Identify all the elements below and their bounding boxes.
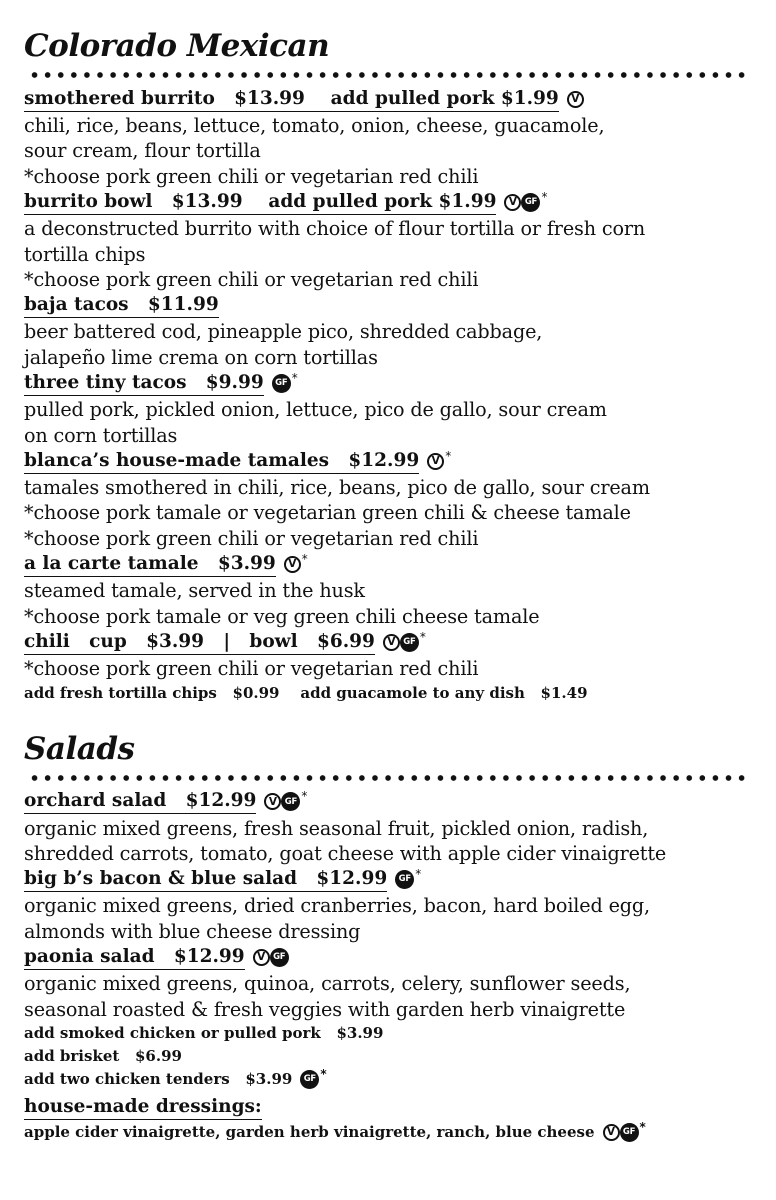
menu-item-heading-row bbox=[24, 448, 748, 475]
vegetarian-icon: V bbox=[253, 949, 270, 966]
menu-item-heading: big b’s bacon & blue salad $12.99 bbox=[24, 868, 387, 892]
mexican-items bbox=[24, 86, 748, 682]
gluten-free-icon: GF bbox=[281, 792, 300, 811]
asterisk-mark: * bbox=[415, 866, 422, 881]
diet-badges bbox=[300, 1068, 326, 1092]
diet-badges bbox=[504, 191, 547, 215]
diet-badges bbox=[383, 631, 426, 655]
menu-page bbox=[24, 26, 748, 1144]
addon-text: add brisket $6.99 bbox=[24, 1046, 182, 1065]
mexican-addons bbox=[24, 682, 748, 705]
menu-item-heading-row bbox=[24, 944, 748, 971]
menu-item-heading: orchard salad $12.99 bbox=[24, 790, 256, 814]
menu-item-description: steamed tamale, served in the husk bbox=[24, 579, 365, 603]
menu-item bbox=[24, 866, 748, 944]
asterisk-mark: * bbox=[301, 551, 308, 566]
menu-item-heading: baja tacos $11.99 bbox=[24, 294, 219, 318]
menu-item bbox=[24, 86, 748, 189]
gluten-free-icon: GF bbox=[400, 633, 419, 652]
menu-item-description: shredded carrots, tomato, goat cheese with apple cider vinaigrette bbox=[24, 841, 667, 865]
asterisk-mark: * bbox=[301, 789, 308, 803]
menu-item-description: organic mixed greens, dried cranberries, bacon, hard boiled egg, bbox=[24, 894, 650, 918]
menu-item-description: almonds with blue cheese dressing bbox=[24, 919, 361, 943]
menu-item-heading: chili cup $3.99 | bowl $6.99 bbox=[24, 631, 375, 655]
menu-item-description: on corn tortillas bbox=[24, 423, 178, 447]
dressings-heading: house-made dressings: bbox=[24, 1096, 262, 1120]
asterisk-mark: * bbox=[320, 1066, 327, 1081]
diet-badges bbox=[603, 1121, 646, 1145]
vegetarian-icon: V bbox=[603, 1124, 620, 1141]
menu-item bbox=[24, 292, 748, 370]
dressings-text: apple cider vinaigrette, garden herb vinaigrette, ranch, blue cheese bbox=[24, 1123, 595, 1142]
menu-item-heading-row bbox=[24, 370, 748, 397]
menu-item-description: organic mixed greens, fresh seasonal fruit, pickled onion, radish, bbox=[24, 816, 649, 840]
addon-text: add fresh tortilla chips $0.99 add guacamole to any dish $1.49 bbox=[24, 683, 588, 702]
addon-line bbox=[24, 1022, 748, 1045]
gluten-free-icon: GF bbox=[272, 374, 291, 393]
menu-item bbox=[24, 448, 748, 551]
menu-item-heading-row bbox=[24, 789, 748, 816]
addon-text: add two chicken tenders $3.99 bbox=[24, 1070, 293, 1089]
menu-item-heading: paonia salad $12.99 bbox=[24, 946, 245, 970]
menu-item-description: chili, rice, beans, lettuce, tomato, onion, cheese, guacamole, bbox=[24, 114, 605, 137]
diet-badges bbox=[264, 790, 307, 814]
menu-item-heading: burrito bowl $13.99 add pulled pork $1.99 bbox=[24, 191, 496, 215]
menu-item-description: *choose pork tamale or veg green chili cheese tamale bbox=[24, 604, 540, 628]
menu-item-description: *choose pork green chili or vegetarian red chili bbox=[24, 657, 479, 681]
vegetarian-icon: V bbox=[264, 793, 281, 810]
asterisk-mark: * bbox=[291, 370, 298, 385]
diet-badges bbox=[284, 553, 308, 577]
menu-item-description: seasonal roasted & fresh veggies with garden herb vinaigrette bbox=[24, 997, 626, 1021]
menu-item-description: sour cream, flour tortilla bbox=[24, 139, 261, 163]
gluten-free-icon: GF bbox=[620, 1123, 639, 1142]
addon-line bbox=[24, 1068, 748, 1092]
menu-item-heading: smothered burrito $13.99 add pulled pork $1.99 bbox=[24, 88, 559, 112]
section-title-mexican: Colorado Mexican bbox=[24, 28, 330, 64]
asterisk-mark: * bbox=[419, 629, 426, 644]
menu-item-description: tortilla chips bbox=[24, 242, 146, 266]
menu-item-heading: three tiny tacos $9.99 bbox=[24, 372, 264, 396]
menu-item-description: *choose pork green chili or vegetarian red chili bbox=[24, 526, 479, 550]
menu-item-description: *choose pork green chili or vegetarian red chili bbox=[24, 268, 479, 292]
menu-item-heading: blanca’s house-made tamales $12.99 bbox=[24, 450, 419, 474]
menu-item-heading-row bbox=[24, 292, 748, 319]
asterisk-mark: * bbox=[541, 189, 548, 204]
dotted-divider bbox=[28, 70, 748, 80]
menu-item-description: organic mixed greens, quinoa, carrots, celery, sunflower seeds, bbox=[24, 972, 631, 996]
menu-item-description: beer battered cod, pineapple pico, shredded cabbage, bbox=[24, 320, 543, 344]
menu-item-heading-row bbox=[24, 189, 748, 216]
menu-item bbox=[24, 189, 748, 292]
salad-addons bbox=[24, 1022, 748, 1092]
dressings-line bbox=[24, 1119, 748, 1144]
gluten-free-icon: GF bbox=[300, 1070, 319, 1089]
diet-badges bbox=[272, 372, 298, 396]
menu-item bbox=[24, 789, 748, 867]
menu-item-heading-row bbox=[24, 629, 748, 656]
menu-item-description: jalapeño lime crema on corn tortillas bbox=[24, 345, 378, 369]
addon-text: add smoked chicken or pulled pork $3.99 bbox=[24, 1023, 384, 1042]
diet-badges bbox=[567, 88, 584, 112]
asterisk-mark: * bbox=[445, 448, 452, 463]
menu-item bbox=[24, 551, 748, 629]
menu-item-heading-row bbox=[24, 551, 748, 578]
addon-line bbox=[24, 682, 748, 705]
diet-badges bbox=[395, 868, 421, 892]
menu-item-heading: a la carte tamale $3.99 bbox=[24, 553, 276, 577]
dressings-heading-row bbox=[24, 1095, 748, 1122]
menu-item-heading-row bbox=[24, 86, 748, 113]
dotted-divider bbox=[28, 773, 748, 783]
menu-item bbox=[24, 370, 748, 448]
menu-item bbox=[24, 629, 748, 681]
menu-item-description: pulled pork, pickled onion, lettuce, pico de gallo, sour cream bbox=[24, 398, 607, 422]
vegetarian-icon: V bbox=[284, 556, 301, 573]
vegetarian-icon: V bbox=[427, 453, 444, 470]
menu-item-description: *choose pork green chili or vegetarian red chili bbox=[24, 164, 479, 188]
gluten-free-icon: GF bbox=[521, 193, 540, 212]
menu-item-description: tamales smothered in chili, rice, beans, pico de gallo, sour cream bbox=[24, 476, 650, 500]
vegetarian-icon: V bbox=[567, 91, 584, 108]
gluten-free-icon: GF bbox=[395, 870, 414, 889]
menu-item-description: *choose pork tamale or vegetarian green chili & cheese tamale bbox=[24, 501, 631, 525]
asterisk-mark: * bbox=[639, 1119, 646, 1134]
vegetarian-icon: V bbox=[504, 194, 521, 211]
menu-item-heading-row bbox=[24, 866, 748, 893]
addon-line bbox=[24, 1045, 748, 1068]
diet-badges bbox=[427, 450, 451, 474]
vegetarian-icon: V bbox=[383, 634, 400, 651]
salad-items bbox=[24, 789, 748, 1022]
section-title-salads: Salads bbox=[24, 730, 135, 767]
menu-item-description: a deconstructed burrito with choice of flour tortilla or fresh corn bbox=[24, 217, 646, 241]
gluten-free-icon: GF bbox=[270, 948, 289, 967]
menu-item bbox=[24, 944, 748, 1022]
diet-badges bbox=[253, 946, 289, 970]
